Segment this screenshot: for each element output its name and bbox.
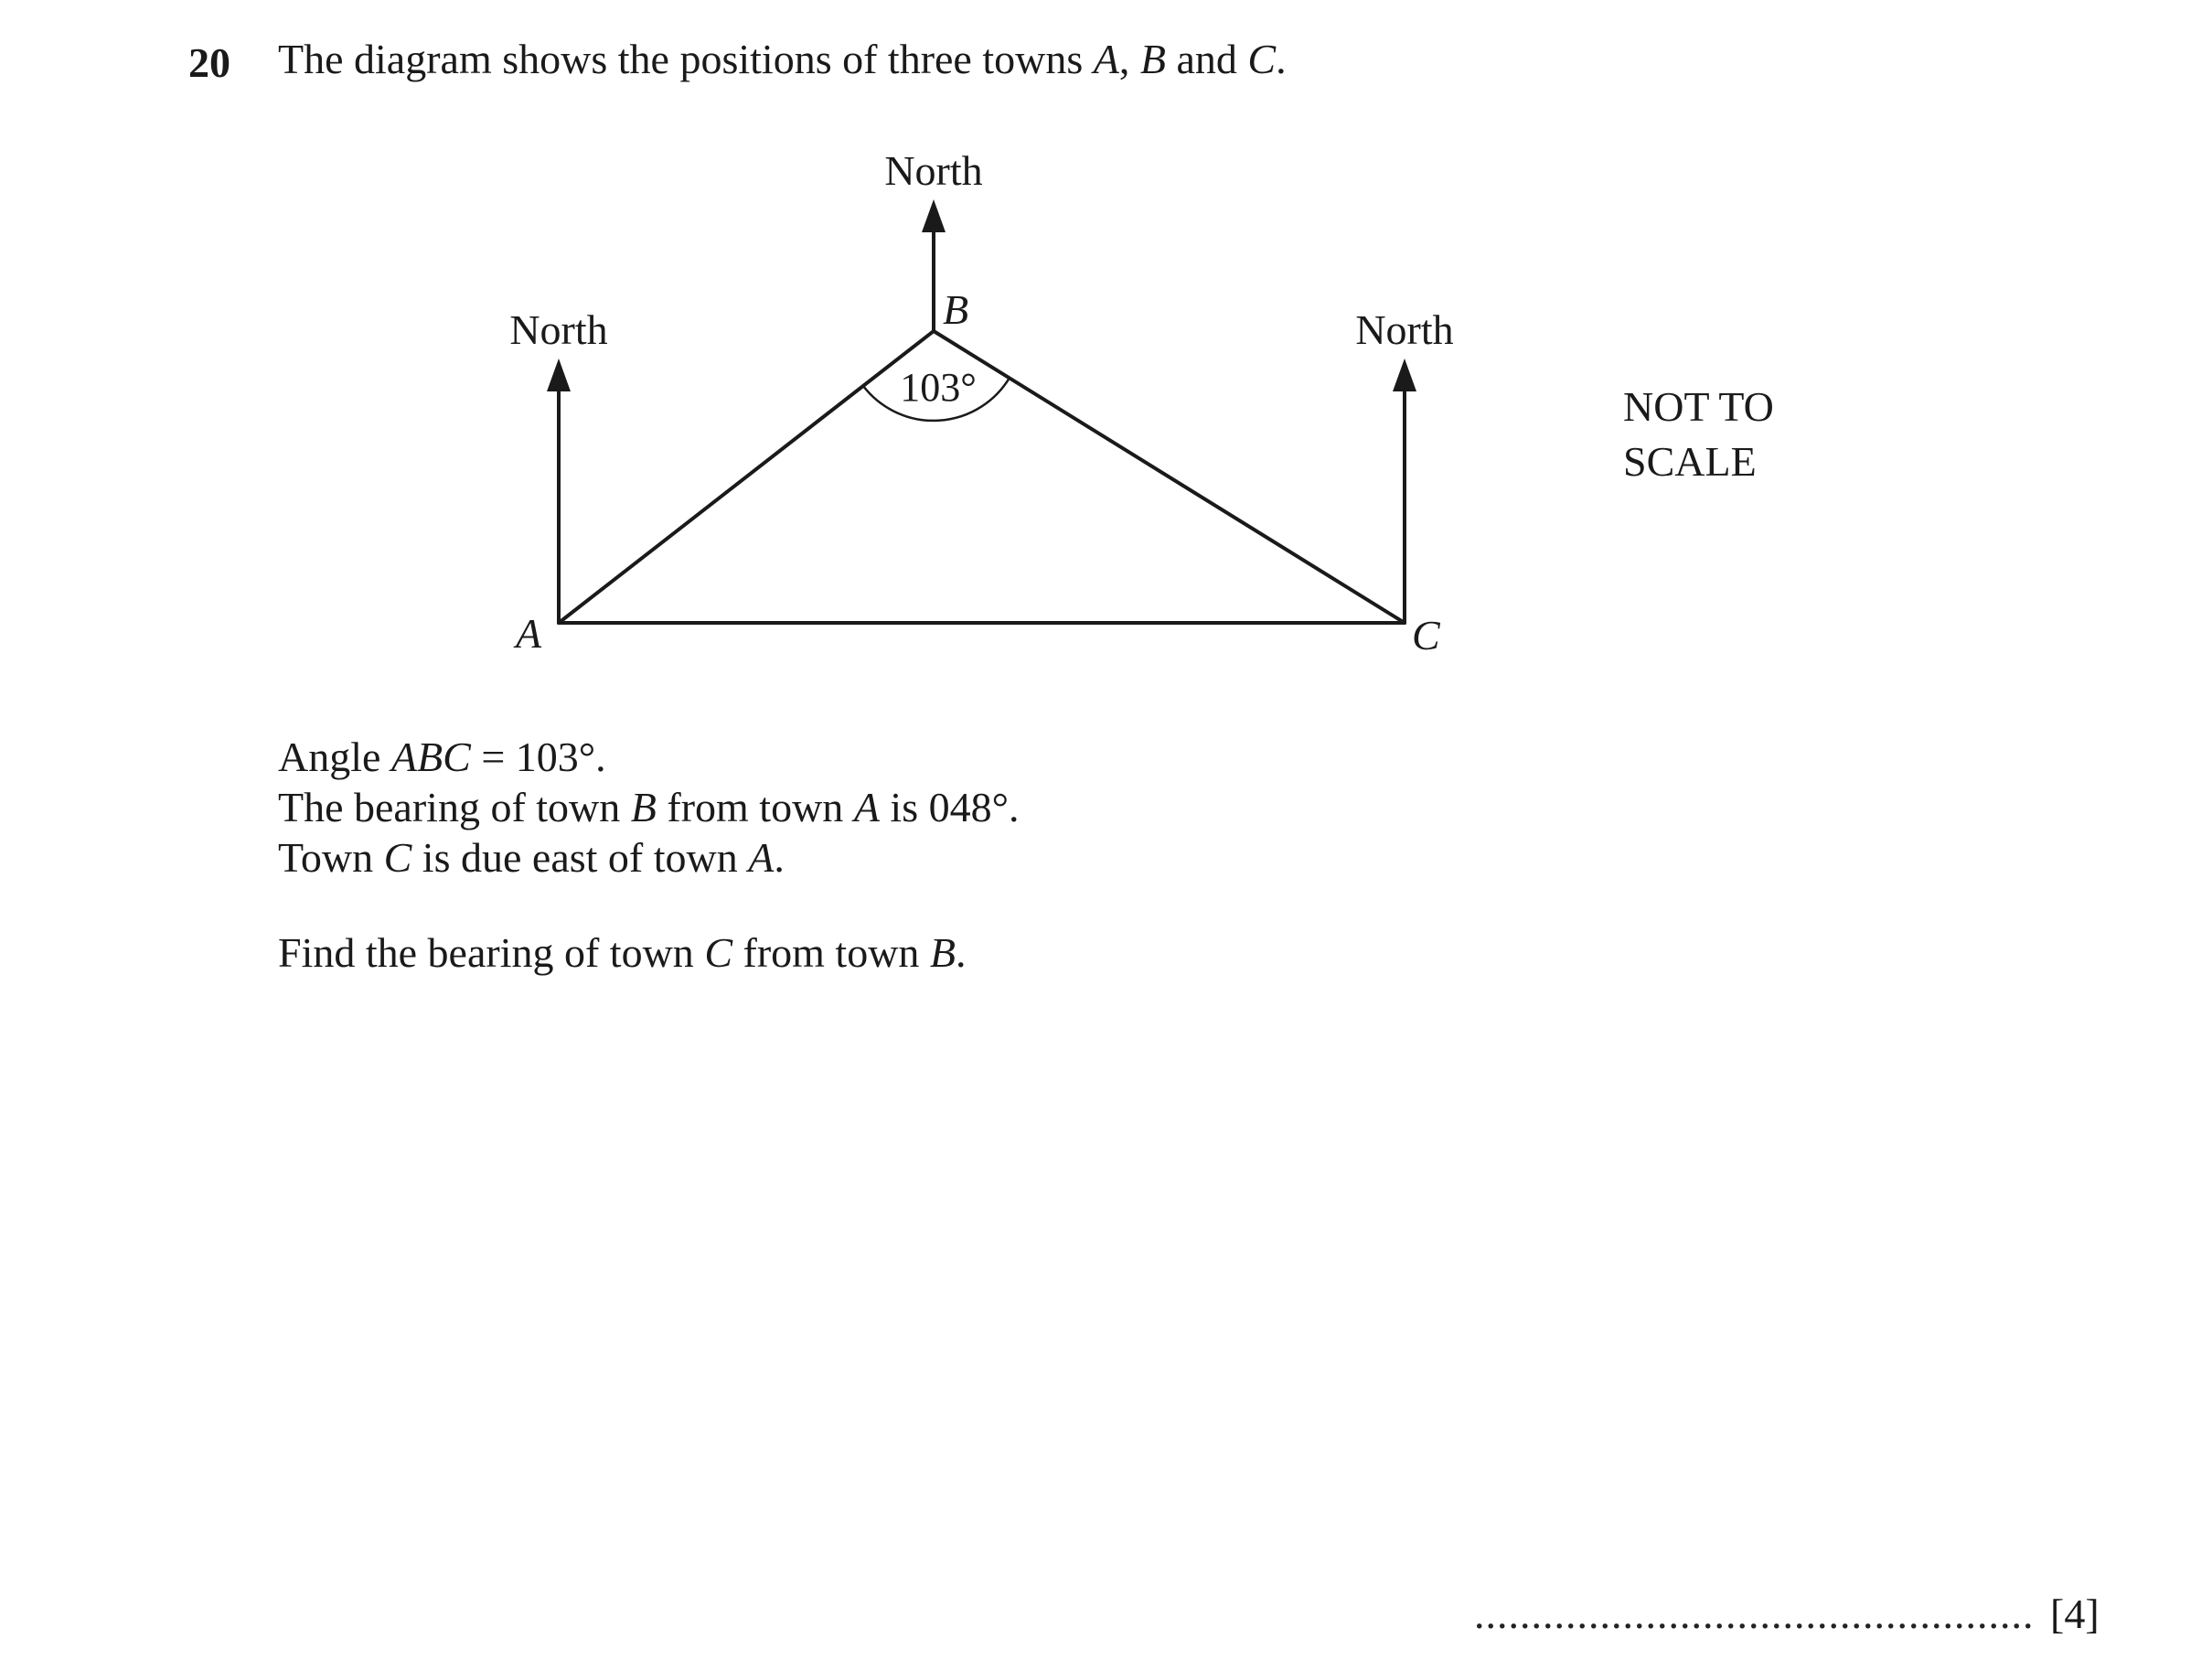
intro-sep: and xyxy=(1165,36,1248,82)
fact-town: B xyxy=(630,784,657,830)
intro-end: . xyxy=(1276,36,1287,82)
intro-town-b: B xyxy=(1139,36,1166,82)
fact-town: A xyxy=(853,784,880,830)
north-arrow-icon xyxy=(547,359,571,391)
scale-note-line2: SCALE xyxy=(1623,438,1757,485)
scale-note-line1: NOT TO xyxy=(1623,383,1774,430)
fact-town: A xyxy=(748,834,775,881)
intro-town-c: C xyxy=(1247,36,1277,82)
fact-text: from town xyxy=(656,784,854,830)
fact-text: . xyxy=(774,834,785,881)
fact-angle-name: ABC xyxy=(390,734,471,780)
fact-angle xyxy=(278,732,1020,782)
given-facts xyxy=(278,732,1020,883)
fact-town: C xyxy=(383,834,412,881)
question-prompt xyxy=(278,929,967,976)
prompt-text: Find the bearing of town xyxy=(278,929,705,976)
fact-east xyxy=(278,832,1020,883)
fact-text: Town xyxy=(278,834,384,881)
fact-text: is due east of town xyxy=(411,834,749,881)
north-label-c: North xyxy=(1355,306,1454,353)
side-ab xyxy=(559,331,934,623)
north-label-a: North xyxy=(509,306,608,353)
marks-label: [4] xyxy=(2050,1590,2100,1637)
angle-label: 103° xyxy=(900,365,977,410)
fact-text: Angle xyxy=(278,734,391,780)
side-bc xyxy=(934,331,1405,623)
prompt-text: from town xyxy=(732,929,930,976)
point-b-label: B xyxy=(943,286,969,333)
fact-bearing xyxy=(278,782,1020,832)
north-label-b: North xyxy=(884,147,983,194)
intro-town-a: A xyxy=(1093,36,1119,82)
answer-line[interactable]: ................................................. xyxy=(1474,1590,2035,1637)
fact-text: The bearing of town xyxy=(278,784,631,830)
fact-text: = 103°. xyxy=(470,734,606,780)
prompt-town: B xyxy=(929,929,956,976)
north-arrow-icon xyxy=(1393,359,1416,391)
prompt-town: C xyxy=(704,929,732,976)
north-arrow-icon xyxy=(922,199,946,232)
fact-text: is 048°. xyxy=(879,784,1020,830)
intro-text: The diagram shows the positions of three towns xyxy=(278,36,1094,82)
point-a-label: A xyxy=(516,610,542,657)
point-c-label: C xyxy=(1412,612,1440,659)
intro-sep: , xyxy=(1118,36,1140,82)
question-number: 20 xyxy=(188,39,230,86)
prompt-text: . xyxy=(956,929,967,976)
